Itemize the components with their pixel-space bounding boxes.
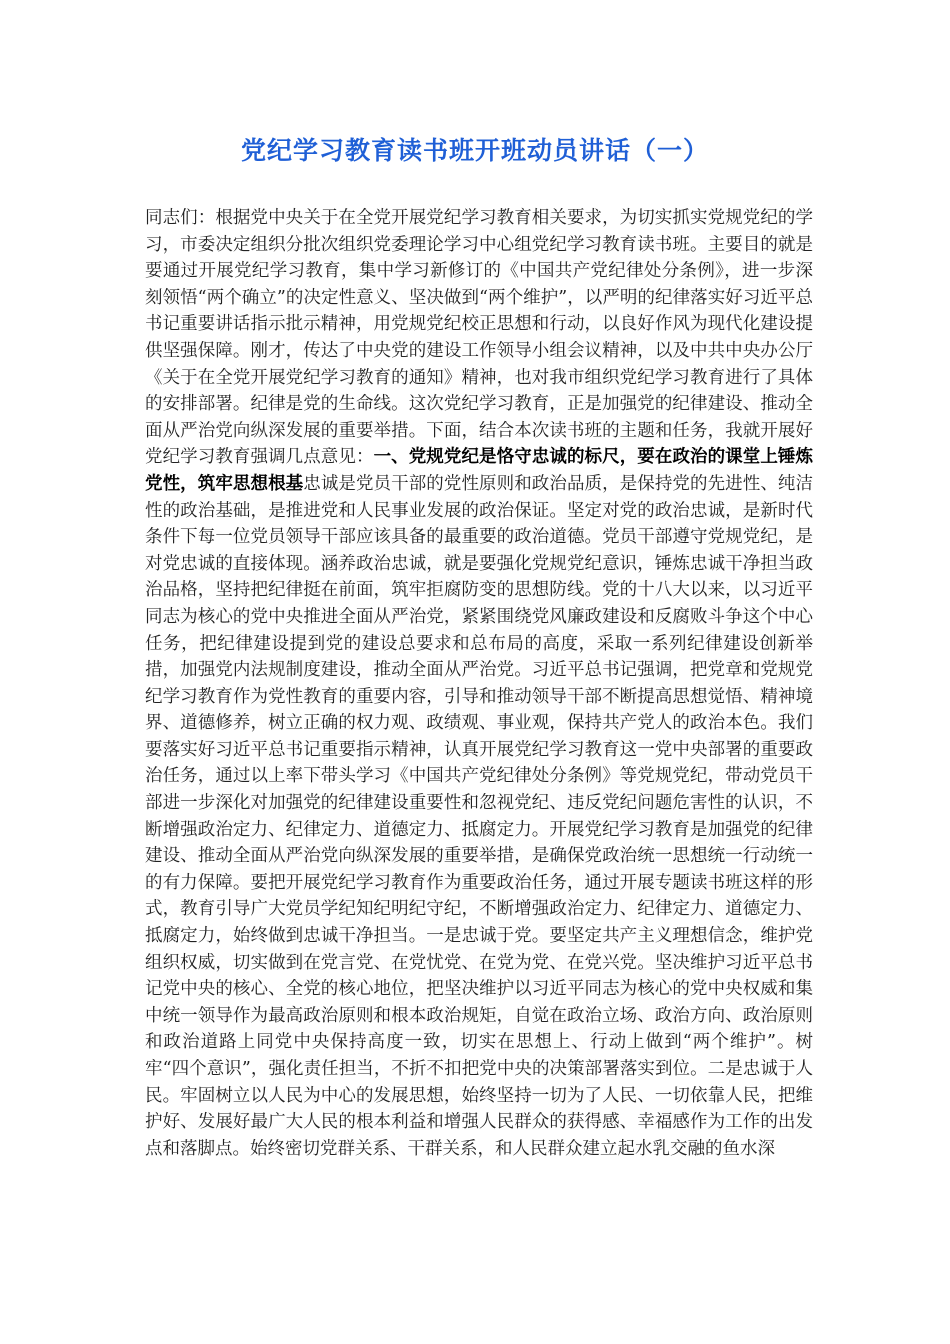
- body-paragraph-intro: 同志们：根据党中央关于在全党开展党纪学习教育相关要求，为切实抓实党规党纪的学习，市委决定组织分批次组织党委理论学习中心组党纪学习教育读书班。主要目的就是要通过开展党纪学习教育，集中学习新修订的《中国共产党纪律处分条例》，进一步深刻领悟“两个确立”的决定性意义、坚决做到“两个维护”，以严明的纪律落实好习近平总书记重要讲话指示批示精神，用党规党纪校正思想和行动，以良好作风为现代化建设提供坚强保障。刚才，传达了中央党的建设工作领导小组会议精神，以及中共中央办公厅《关于在全党开展党纪学习教育的通知》精神，也对我市组织党纪学习教育进行了具体的安排部署。纪律是党的生命线。这次党纪学习教育，正是加强党的纪律建设、推动全面从严治党向纵深发展的重要举措。下面，结合本次读书班的主题和任务，我就开展好党纪学习教育强调几点意见：: [145, 208, 813, 468]
- document-body: [145, 205, 813, 1162]
- document-title: 党纪学习教育读书班开班动员讲话（一）: [240, 136, 709, 165]
- section-heading: 一、党规党纪是恪守忠诚的标尺，要在政治的课堂上锤炼党性，筑牢思想根基: [145, 447, 814, 494]
- body-paragraph-continued: 忠诚是党员干部的党性原则和政治品质，是保持党的先进性、纯洁性的政治基础，是推进党和人民事业发展的政治保证。坚定对党的政治忠诚，是新时代条件下每一位党员领导干部应该具备的最重要的政治道德。党员干部遵守党规党纪，是对党忠诚的直接体现。涵养政治忠诚，就是要强化党规党纪意识，锤炼忠诚干净担当政治品格，坚持把纪律挺在前面，筑牢拒腐防变的思想防线。党的十八大以来，以习近平同志为核心的党中央推进全面从严治党，紧紧围绕党风廉政建设和反腐败斗争这个中心任务，把纪律建设提到党的建设总要求和总布局的高度，采取一系列纪律建设创新举措，加强党内法规制度建设，推动全面从严治党。习近平总书记强调，把党章和党规党纪学习教育作为党性教育的重要内容，引导和推动领导干部不断提高思想觉悟、精神境界、道德修养，树立正确的权力观、政绩观、事业观，保持共产党人的政治本色。我们要落实好习近平总书记重要指示精神，认真开展党纪学习教育这一党中央部署的重要政治任务，通过以上率下带头学习《中国共产党纪律处分条例》等党规党纪，带动党员干部进一步深化对加强党的纪律建设重要性和忽视党纪、违反党纪问题危害性的认识，不断增强政治定力、纪律定力、道德定力、抵腐定力。开展党纪学习教育是加强党的纪律建设、推动全面从严治党向纵深发展的重要举措，是确保党政治统一思想统一行动统一的有力保障。要把开展党纪学习教育作为重要政治任务，通过开展专题读书班这样的形式，教育引导广大党员学纪知纪明纪守纪，不断增强政治定力、纪律定力、道德定力、抵腐定力，始终做到忠诚干净担当。一是忠诚于党。要坚定共产主义理想信念，维护党组织权威，切实做到在党言党、在党忧党、在党为党、在党兴党。坚决维护习近平总书记党中央的核心、全党的核心地位，把坚决维护以习近平同志为核心的党中央权威和集中统一领导作为最高政治原则和根本政治规矩，自觉在政治立场、政治方向、政治原则和政治道路上同党中央保持高度一致，切实在思想上、行动上做到“两个维护”。树牢“四个意识”，强化责任担当，不折不扣把党中央的决策部署落实到位。二是忠诚于人民。牢固树立以人民为中心的发展思想，始终坚持一切为了人民、一切依靠人民，把维护好、发展好最广大人民的根本利益和增强人民群众的获得感、幸福感作为工作的出发点和落脚点。始终密切党群关系、干群关系，和人民群众建立起水乳交融的鱼水深: [145, 473, 814, 1159]
